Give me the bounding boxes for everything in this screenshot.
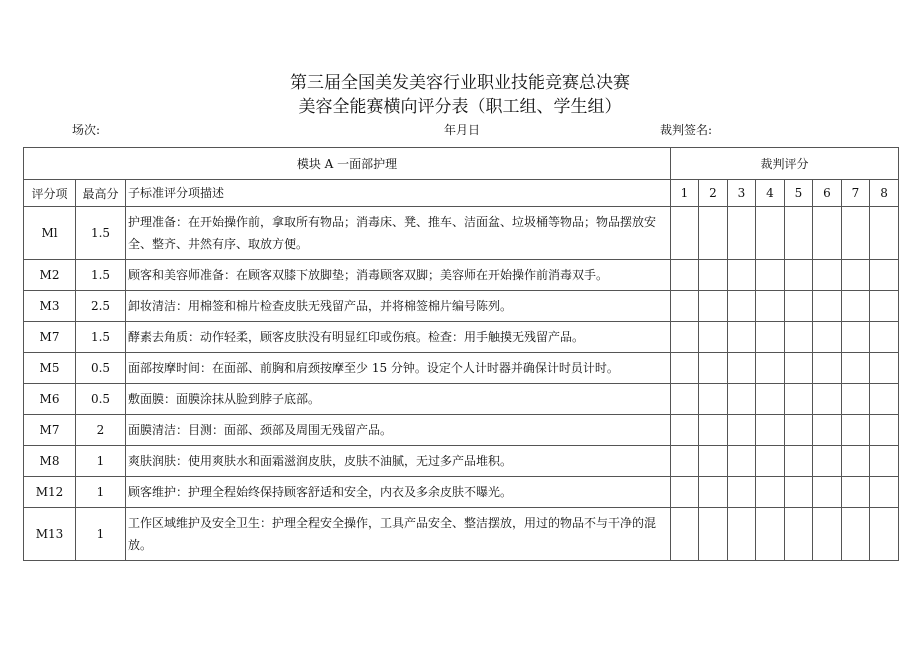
score-cell-judge-4[interactable] bbox=[756, 415, 785, 446]
score-cell-judge-4[interactable] bbox=[756, 477, 785, 508]
score-cell-judge-3[interactable] bbox=[728, 446, 756, 477]
score-cell-judge-2[interactable] bbox=[699, 353, 728, 384]
score-cell-judge-3[interactable] bbox=[728, 508, 756, 561]
score-cell-judge-6[interactable] bbox=[813, 260, 842, 291]
score-cell-judge-5[interactable] bbox=[785, 291, 813, 322]
score-cell-judge-1[interactable] bbox=[671, 384, 699, 415]
score-cell-judge-5[interactable] bbox=[785, 508, 813, 561]
score-cell-judge-6[interactable] bbox=[813, 384, 842, 415]
score-cell-judge-1[interactable] bbox=[671, 207, 699, 260]
row-description: 工作区域维护及安全卫生：护理全程安全操作，工具产品安全、整洁摆放，用过的物品不与干净的混放。 bbox=[126, 508, 671, 561]
row-description: 顾客维护：护理全程始终保持顾客舒适和安全，内衣及多余皮肤不曝光。 bbox=[126, 477, 671, 508]
row-item-code: M6 bbox=[24, 384, 76, 415]
score-cell-judge-8[interactable] bbox=[870, 415, 899, 446]
row-item-code: M7 bbox=[24, 415, 76, 446]
score-cell-judge-6[interactable] bbox=[813, 322, 842, 353]
row-max-score: 1.5 bbox=[76, 322, 126, 353]
row-description: 爽肤润肤：使用爽肤水和面霜滋润皮肤，皮肤不油腻，无过多产品堆积。 bbox=[126, 446, 671, 477]
score-cell-judge-5[interactable] bbox=[785, 260, 813, 291]
judge-number-5: 5 bbox=[785, 180, 813, 207]
row-description: 敷面膜：面膜涂抹从脸到脖子底部。 bbox=[126, 384, 671, 415]
score-cell-judge-6[interactable] bbox=[813, 291, 842, 322]
score-cell-judge-5[interactable] bbox=[785, 446, 813, 477]
score-cell-judge-4[interactable] bbox=[756, 291, 785, 322]
score-cell-judge-2[interactable] bbox=[699, 291, 728, 322]
score-cell-judge-4[interactable] bbox=[756, 207, 785, 260]
score-cell-judge-7[interactable] bbox=[842, 477, 870, 508]
score-cell-judge-1[interactable] bbox=[671, 477, 699, 508]
score-cell-judge-8[interactable] bbox=[870, 477, 899, 508]
row-max-score: 1.5 bbox=[76, 260, 126, 291]
score-cell-judge-3[interactable] bbox=[728, 291, 756, 322]
score-cell-judge-8[interactable] bbox=[870, 207, 899, 260]
score-cell-judge-3[interactable] bbox=[728, 415, 756, 446]
row-description: 面部按摩时间：在面部、前胸和肩颈按摩至少 15 分钟。设定个人计时器并确保计时员计时。 bbox=[126, 353, 671, 384]
judge-number-3: 3 bbox=[728, 180, 756, 207]
score-cell-judge-3[interactable] bbox=[728, 353, 756, 384]
score-cell-judge-8[interactable] bbox=[870, 508, 899, 561]
score-cell-judge-6[interactable] bbox=[813, 477, 842, 508]
score-cell-judge-4[interactable] bbox=[756, 353, 785, 384]
score-cell-judge-8[interactable] bbox=[870, 322, 899, 353]
score-cell-judge-6[interactable] bbox=[813, 207, 842, 260]
score-cell-judge-6[interactable] bbox=[813, 415, 842, 446]
column-header-item: 评分项 bbox=[24, 180, 76, 207]
row-item-code: M13 bbox=[24, 508, 76, 561]
document-title-line2: 美容全能赛横向评分表（职工组、学生组） bbox=[298, 97, 622, 117]
score-cell-judge-6[interactable] bbox=[813, 353, 842, 384]
score-cell-judge-5[interactable] bbox=[785, 384, 813, 415]
judge-number-6: 6 bbox=[813, 180, 842, 207]
row-item-code: M3 bbox=[24, 291, 76, 322]
table-row bbox=[24, 508, 899, 561]
score-cell-judge-2[interactable] bbox=[699, 446, 728, 477]
score-cell-judge-1[interactable] bbox=[671, 353, 699, 384]
score-cell-judge-4[interactable] bbox=[756, 508, 785, 561]
row-description: 卸妆清洁：用棉签和棉片检查皮肤无残留产品，并将棉签棉片编号陈列。 bbox=[126, 291, 671, 322]
row-description: 护理准备：在开始操作前，拿取所有物品；消毒床、凳、推车、洁面盆、垃圾桶等物品；物品摆放安全、整齐、井然有序、取放方便。 bbox=[126, 207, 671, 260]
score-cell-judge-1[interactable] bbox=[671, 508, 699, 561]
score-cell-judge-3[interactable] bbox=[728, 260, 756, 291]
score-cell-judge-1[interactable] bbox=[671, 322, 699, 353]
score-cell-judge-2[interactable] bbox=[699, 415, 728, 446]
score-cell-judge-7[interactable] bbox=[842, 207, 870, 260]
row-description: 面膜清洁：目测：面部、颈部及周围无残留产品。 bbox=[126, 415, 671, 446]
score-cell-judge-2[interactable] bbox=[699, 477, 728, 508]
column-header-max-score: 最高分 bbox=[76, 180, 126, 207]
score-cell-judge-8[interactable] bbox=[870, 260, 899, 291]
score-cell-judge-7[interactable] bbox=[842, 415, 870, 446]
score-cell-judge-1[interactable] bbox=[671, 291, 699, 322]
score-cell-judge-5[interactable] bbox=[785, 415, 813, 446]
score-cell-judge-5[interactable] bbox=[785, 322, 813, 353]
score-cell-judge-7[interactable] bbox=[842, 260, 870, 291]
venue-label: 场次: bbox=[72, 123, 101, 137]
score-cell-judge-7[interactable] bbox=[842, 291, 870, 322]
row-max-score: 1 bbox=[76, 508, 126, 561]
table-row bbox=[24, 415, 899, 446]
score-cell-judge-7[interactable] bbox=[842, 322, 870, 353]
judge-number-8: 8 bbox=[870, 180, 899, 207]
score-cell-judge-3[interactable] bbox=[728, 322, 756, 353]
score-cell-judge-4[interactable] bbox=[756, 322, 785, 353]
judge-section-header: 裁判评分 bbox=[671, 148, 899, 180]
row-item-code: M8 bbox=[24, 446, 76, 477]
score-cell-judge-7[interactable] bbox=[842, 508, 870, 561]
row-max-score: 1.5 bbox=[76, 207, 126, 260]
score-cell-judge-2[interactable] bbox=[699, 260, 728, 291]
scoring-table bbox=[23, 147, 899, 561]
score-cell-judge-8[interactable] bbox=[870, 384, 899, 415]
score-cell-judge-5[interactable] bbox=[785, 207, 813, 260]
row-description: 顾客和美容师准备：在顾客双膝下放脚垫；消毒顾客双脚；美容师在开始操作前消毒双手。 bbox=[126, 260, 671, 291]
row-item-code: M7 bbox=[24, 322, 76, 353]
score-cell-judge-7[interactable] bbox=[842, 446, 870, 477]
row-item-code: M12 bbox=[24, 477, 76, 508]
judge-signature-label: 裁判签名: bbox=[660, 123, 713, 137]
row-item-code: M2 bbox=[24, 260, 76, 291]
score-cell-judge-4[interactable] bbox=[756, 446, 785, 477]
score-cell-judge-5[interactable] bbox=[785, 477, 813, 508]
table-row bbox=[24, 291, 899, 322]
judge-number-4: 4 bbox=[756, 180, 785, 207]
row-item-code: M5 bbox=[24, 353, 76, 384]
score-cell-judge-7[interactable] bbox=[842, 353, 870, 384]
score-cell-judge-5[interactable] bbox=[785, 353, 813, 384]
score-cell-judge-4[interactable] bbox=[756, 384, 785, 415]
column-header-description: 子标准评分项描述 bbox=[126, 180, 671, 207]
score-cell-judge-2[interactable] bbox=[699, 384, 728, 415]
table-row bbox=[24, 322, 899, 353]
table-row bbox=[24, 384, 899, 415]
document-title-line1: 第三届全国美发美容行业职业技能竞赛总决赛 bbox=[290, 73, 630, 93]
table-row bbox=[24, 207, 899, 260]
judge-number-7: 7 bbox=[842, 180, 870, 207]
score-cell-judge-1[interactable] bbox=[671, 260, 699, 291]
row-max-score: 1 bbox=[76, 477, 126, 508]
score-cell-judge-8[interactable] bbox=[870, 446, 899, 477]
table-row bbox=[24, 353, 899, 384]
score-cell-judge-2[interactable] bbox=[699, 322, 728, 353]
score-cell-judge-4[interactable] bbox=[756, 260, 785, 291]
score-cell-judge-2[interactable] bbox=[699, 508, 728, 561]
table-row bbox=[24, 446, 899, 477]
score-cell-judge-3[interactable] bbox=[728, 207, 756, 260]
row-max-score: 2.5 bbox=[76, 291, 126, 322]
row-max-score: 1 bbox=[76, 446, 126, 477]
module-title: 模块 A 一面部护理 bbox=[24, 148, 671, 180]
table-row bbox=[24, 477, 899, 508]
score-cell-judge-6[interactable] bbox=[813, 446, 842, 477]
score-cell-judge-3[interactable] bbox=[728, 477, 756, 508]
row-max-score: 0.5 bbox=[76, 353, 126, 384]
judge-number-2: 2 bbox=[699, 180, 728, 207]
table-row bbox=[24, 260, 899, 291]
score-cell-judge-3[interactable] bbox=[728, 384, 756, 415]
score-cell-judge-6[interactable] bbox=[813, 508, 842, 561]
date-label: 年月日 bbox=[444, 123, 481, 137]
score-cell-judge-1[interactable] bbox=[671, 446, 699, 477]
score-cell-judge-1[interactable] bbox=[671, 415, 699, 446]
score-cell-judge-2[interactable] bbox=[699, 207, 728, 260]
row-item-code: Ml bbox=[24, 207, 76, 260]
row-description: 酵素去角质：动作轻柔，顾客皮肤没有明显红印或伤痕。检查：用手触摸无残留产品。 bbox=[126, 322, 671, 353]
score-cell-judge-7[interactable] bbox=[842, 384, 870, 415]
score-cell-judge-8[interactable] bbox=[870, 353, 899, 384]
score-cell-judge-8[interactable] bbox=[870, 291, 899, 322]
row-max-score: 0.5 bbox=[76, 384, 126, 415]
judge-number-1: 1 bbox=[671, 180, 699, 207]
row-max-score: 2 bbox=[76, 415, 126, 446]
